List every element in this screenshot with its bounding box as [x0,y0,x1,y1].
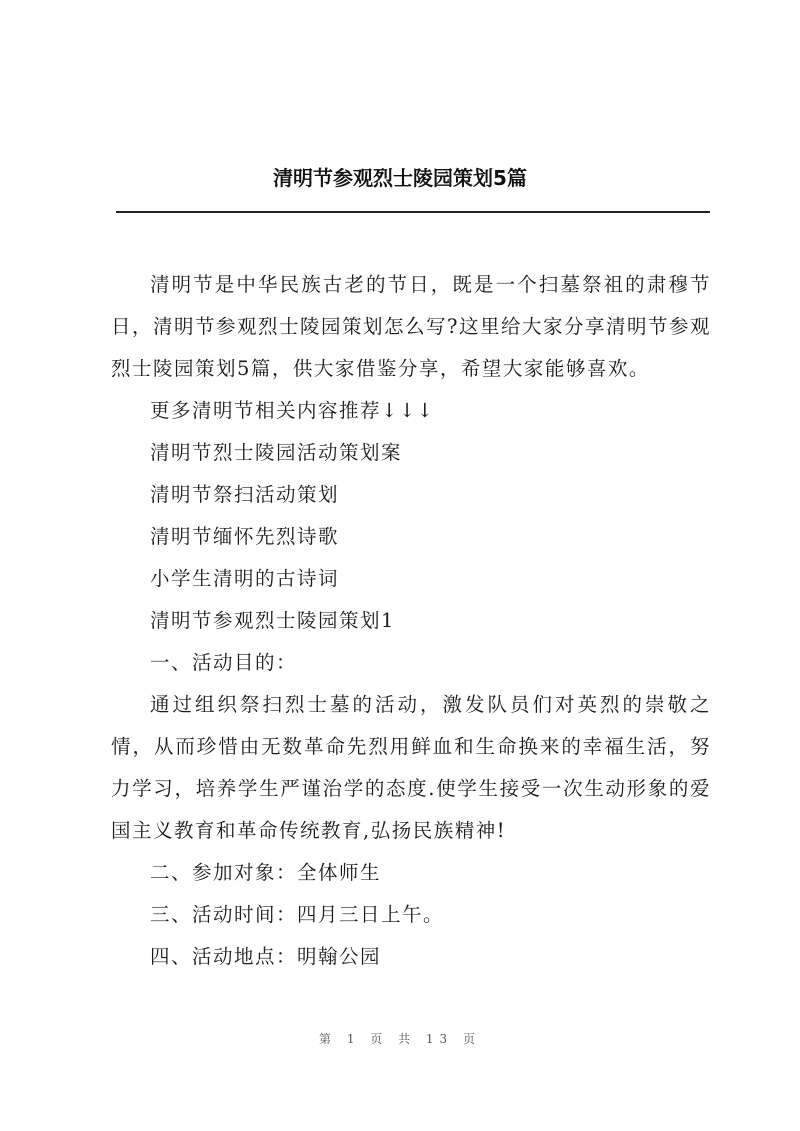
related-link-4[interactable]: 小学生清明的古诗词 [150,567,340,590]
item-4-line: 四、活动地点：明翰公园 [150,945,382,968]
intro-paragraph: 清明节是中华民族古老的节日，既是一个扫墓祭祖的肃穆节日，清明节参观烈士陵园策划怎么写?这里给大家分享清明节参观烈士陵园策划5篇，供大家借鉴分享，希望大家能够喜欢。 [111,273,711,380]
related-link-1[interactable]: 清明节烈士陵园活动策划案 [150,441,403,464]
related-link-3[interactable]: 清明节缅怀先烈诗歌 [150,525,340,548]
item-1-heading: 一、活动目的： [150,651,298,674]
related-link-2[interactable]: 清明节祭扫活动策划 [150,483,340,506]
page-footer: 第 1 页 共 13 页 [319,1032,481,1046]
item-2-line: 二、参加对象：全体师生 [150,861,382,884]
recommend-line: 更多清明节相关内容推荐↓↓↓ [150,399,435,422]
section-heading: 清明节参观烈士陵园策划1 [150,609,395,632]
item-3-line: 三、活动时间：四月三日上午。 [150,903,445,926]
item-1-paragraph: 通过组织祭扫烈士墓的活动，激发队员们对英烈的崇敬之情，从而珍惜由无数革命先烈用鲜血和生命换来的幸福生活，努力学习，培养学生严谨治学的态度.使学生接受一次生动形象的爱国主义教育和革命传统教育,弘扬民族精神! [111,693,711,842]
title-divider [116,211,710,213]
document-body [111,264,711,978]
page-title: 清明节参观烈士陵园策划5篇 [273,166,527,190]
